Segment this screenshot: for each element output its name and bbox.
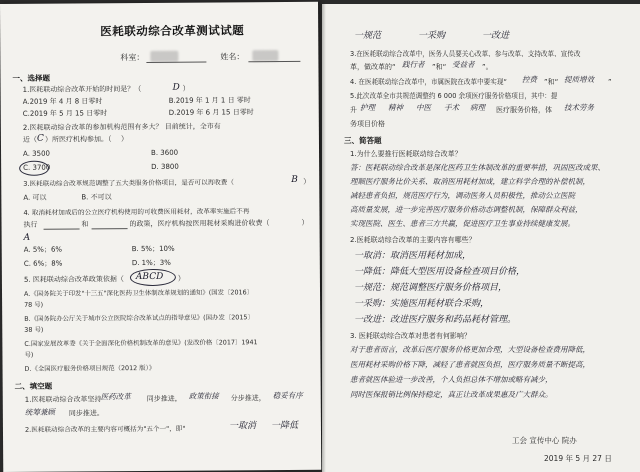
fill1-answer-4: 统筹兼顾	[24, 407, 55, 417]
q1-answer: D	[172, 82, 180, 93]
short2-question: 2.医耗联动综合改革的主要内容有哪些？	[350, 236, 476, 244]
issue-date: 2019 年 5 月 27 日	[544, 454, 612, 463]
fill5-text-d: 务项目价格	[350, 120, 385, 128]
q1-text: 1.医耗联动综合改革开始的时间是？（	[22, 85, 142, 94]
q5-option-c2: 号)	[24, 350, 34, 359]
fill5-answer-5: 精神	[388, 103, 403, 112]
dept-label: 科室：	[120, 52, 145, 63]
fill1-text-b: 同步推进，	[146, 394, 182, 403]
short2-answer-line-5: 一改进：改进医疗服务和药品耗材管理。	[354, 315, 517, 325]
issuer-footer: 工会 宣传中心 院办	[512, 436, 577, 445]
q2-option-a: A. 3500	[23, 149, 51, 158]
short2-answer-line-2: 一降低：降低大型医用设备检查项目价格，	[354, 267, 526, 277]
q2-option-c: C. 3700	[23, 163, 51, 172]
q5-answer: ABCD	[135, 271, 164, 283]
short3-question: 3. 医耗联动综合改革对患者有何影响？	[350, 332, 471, 340]
q4-option-c: C. 6%；8%	[23, 259, 63, 268]
q2-line2b: ）所医疗机构参加。（	[44, 135, 112, 144]
right-page	[322, 4, 640, 472]
q5-circle-mark	[130, 269, 176, 286]
q3-option-a: A. 可以	[23, 193, 47, 202]
q5-option-a2: 78 号)	[24, 300, 44, 309]
fill5-answer-3: 手术	[444, 103, 459, 112]
short3-answer-line-2: 医用耗材采购价格下降，减轻了患者就医负担，医疗服务质量不断提高，	[350, 360, 590, 369]
fill3-answer-1: 践行者	[402, 60, 425, 69]
fill5-answer-1: 护理	[360, 103, 375, 112]
q3-option-b: B. 不可以	[81, 193, 112, 202]
dept-underline	[146, 62, 206, 63]
q4-line2c: 的政策，医疗机构按医用耗材采购进价收费（	[129, 219, 270, 229]
page-fold-shadow	[322, 4, 326, 472]
fill1-text-a: 1.医耗联动综合改革坚持	[24, 395, 102, 404]
short3-answer-line-1: 对于患者而言，改革后医疗服务价格更加合理，大型设备检查费用降低，	[350, 345, 590, 354]
q4-line2a: 执行	[23, 220, 38, 229]
short1-answer-line-4: 高质量发展，进一步完善医疗服务价格动态调整机制，保障群众利益，	[350, 205, 583, 214]
fill4-text-c: ”	[608, 78, 612, 86]
q5-close: ）	[177, 274, 185, 283]
q2-answer: C	[36, 133, 44, 144]
fill5-text-a: 5.此次改革全市共规范调整约 6 000 余项医疗服务价格项目，其中：提	[350, 92, 558, 100]
q2-circle-mark	[19, 161, 49, 176]
short1-answer-line-3: 减轻患者负担，规范医疗行为，调动医务人员积极性，推动公立医院	[350, 191, 575, 200]
q5-option-d: D.《全国医疗服务价格项目规范（2012 版）》	[24, 363, 156, 373]
fill1-answer-2: 政策衔接	[188, 391, 219, 401]
q4-text: 4. 取消耗材加成后的公立医疗机构使用的可收费医用耗材，改革率实施后不再	[23, 207, 250, 217]
redacted-name	[252, 50, 278, 61]
exam-title: 医耗联动综合改革测试试题	[100, 23, 245, 39]
short3-answer-line-3: 患者就医体验进一步改善，个人负担总体不增加或略有减少，	[350, 375, 553, 384]
short1-answer-line-5: 实现医院、医生、患者三方共赢，促进医疗卫生事业持续健康发展。	[350, 219, 575, 228]
section-choice: 一、选择题	[12, 73, 51, 83]
short1-answer-line-1: 答：医耗联动综合改革是深化医药卫生体制改革的重要举措，巩固医改成果、	[350, 163, 605, 172]
short2-answer-line-4: 一采购：实施医用耗材联合采购，	[354, 299, 490, 309]
fill2-answer-1: 一取消	[228, 421, 257, 432]
q4-blank-1	[44, 228, 80, 229]
q3-close: ）	[303, 177, 311, 186]
q4-close: ）	[301, 218, 309, 227]
fill2-text: 2.医耗联动综合改革的主要内容可概括为"五个一"，即"	[24, 424, 186, 434]
fill3-text-d: ”。	[482, 63, 493, 71]
fill2-answer-5: 一改进	[482, 31, 510, 41]
fill1-text-c: 分步推进，	[230, 394, 266, 403]
fill2-answer-4: 一采购	[418, 31, 446, 41]
fill2-answer-2: 一降低	[270, 420, 299, 432]
short1-answer-line-2: 理顺医疗服务比价关系、取消医用耗材加成，建立科学合理的补偿机制，	[350, 177, 590, 186]
section-short: 三、简答题	[344, 136, 382, 145]
short3-answer-line-4: 同时医保报销比例保持稳定，真正让改革成果惠及广大群众。	[350, 390, 553, 399]
fill5-answer-6: 技术劳务	[564, 103, 594, 112]
q5-option-c: C.国家发展改革委《关于全面深化价格机制改革的意见》(发改价格〔2017〕1941	[24, 338, 258, 348]
q2-text: 2.医耗联动综合改革的参加机构范围有多大？ 目前统计，全市有	[22, 122, 221, 132]
q1-option-c: C.2019 年 5 月 15 日零时	[22, 109, 108, 118]
q4-option-b: B. 5%；10%	[131, 244, 175, 254]
q1-option-b: B.2019 年 1 月 1 日 零时	[168, 96, 251, 105]
q5-option-b2: 38 号)	[24, 325, 44, 334]
section-fill: 二、填空题	[14, 381, 53, 391]
q2-line2a: 近（	[22, 135, 37, 144]
q5-text: 5. 医耗联动综合改革政策依据（	[23, 275, 124, 284]
fill3-answer-2: 受益者	[452, 60, 475, 69]
left-page	[0, 2, 321, 472]
fill4-text-a: 4. 在医耗联动综合改革中，市属医院在改革中要实现“	[350, 78, 507, 86]
fill5-answer-2: 中医	[416, 103, 431, 112]
fill2-answer-3: 一规范	[354, 31, 382, 41]
fill1-text-d: 同步推进。	[68, 409, 104, 418]
redacted-dept	[150, 51, 178, 62]
q2-close: ）	[120, 135, 128, 144]
q5-option-a: A.《国务院关于印发"十三五"深化医药卫生体制改革规划的通知》(国发〔2016〕	[23, 288, 254, 298]
q3-text: 3.医耗联动综合改革规范调整了五大类服务价格项目，是否可以再收费（	[23, 178, 234, 188]
q4-option-d: D. 1%；3%	[131, 258, 171, 268]
q3-answer: B	[291, 174, 298, 185]
q5-option-b: B.《国务院办公厅关于城市公立医院综合改革试点的指导意见》(国办发〔2015〕	[24, 313, 254, 323]
fill5-answer-4: 病理	[470, 103, 485, 112]
fill3-text-b: 革，做改革的“	[350, 63, 396, 71]
q4-line2b: 和	[81, 220, 89, 229]
fill3-text-c: ”和“	[432, 63, 447, 71]
name-label: 姓名：	[220, 52, 245, 62]
q4-option-a: A. 5%；6%	[23, 245, 63, 254]
fill3-text-a: 3.在医耗联动综合改革中，医务人员要关心改革、参与改革、支持改革、宣传改	[350, 50, 581, 58]
fill4-text-b: ”和“	[544, 78, 559, 86]
q1-option-d: D.2019 年 6 月 15 日零时	[168, 108, 254, 117]
short2-answer-line-1: 一取消：取消医用耗材加成，	[354, 251, 472, 261]
q4-blank-2	[92, 228, 128, 229]
q1-option-a: A.2019 年 4 月 8 日零时	[22, 97, 103, 106]
q1-close: ）	[182, 84, 190, 93]
fill4-answer-2: 提质增效	[564, 75, 594, 84]
q2-option-d: D. 3800	[151, 162, 179, 171]
fill1-answer-1: 医药改革	[100, 392, 131, 402]
fill1-answer-3: 稳妥有序	[272, 390, 303, 401]
fill4-answer-1: 控费	[522, 75, 537, 84]
short2-answer-line-3: 一规范：规范调整医疗服务价格项目，	[354, 283, 508, 293]
name-underline	[248, 61, 300, 62]
q4-answer: A	[23, 232, 31, 243]
q2-option-b: B. 3600	[151, 148, 179, 157]
short1-question: 1.为什么要推行医耗联动综合改革？	[350, 150, 462, 158]
fill5-text-c: 医疗服务价格，体	[496, 106, 552, 114]
fill5-text-b: 升	[350, 106, 357, 114]
